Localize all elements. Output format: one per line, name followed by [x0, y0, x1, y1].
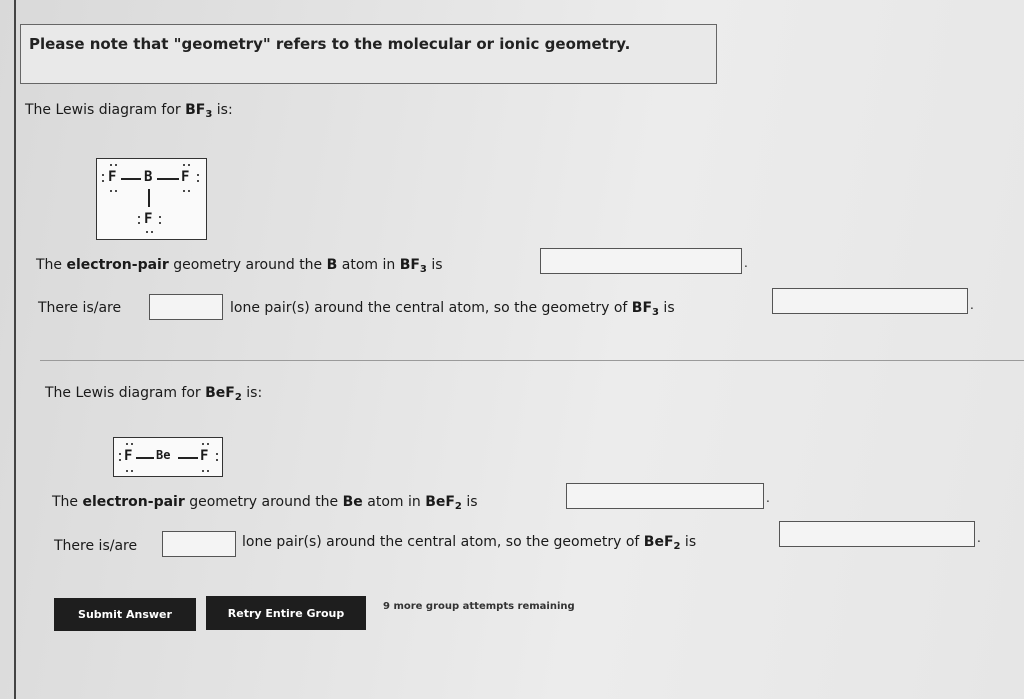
q2-formula: BeF	[205, 385, 235, 401]
q1-lp-mid: lone pair(s) around the central atom, so the geometry of	[230, 300, 632, 316]
q1-dot	[102, 174, 104, 176]
q1-dot	[183, 190, 185, 192]
left-border	[14, 0, 16, 699]
q2-ep-mid2: atom in	[362, 494, 426, 510]
q2-dot	[131, 470, 133, 472]
note-box	[20, 24, 717, 84]
q1-lewis-intro	[25, 102, 233, 120]
section-divider	[40, 360, 1024, 361]
q1-dot	[146, 231, 148, 233]
q1-ep-suffix: is	[426, 257, 443, 273]
q1-electron-pair-text	[36, 257, 443, 275]
q1-dot	[197, 174, 199, 176]
q1-dot	[138, 222, 140, 224]
q2-geom-period: .	[977, 531, 981, 545]
q1-dot	[151, 231, 153, 233]
q1-lp-formula-sub: 3	[652, 307, 659, 318]
q1-atom-f-right: F	[181, 169, 190, 185]
q1-formula-sub: 3	[205, 109, 213, 120]
q2-lp-formula-sub: 2	[673, 541, 681, 552]
q1-electron-pair-input[interactable]	[540, 248, 742, 274]
q1-geom-period: .	[970, 298, 974, 312]
q2-lewis-intro-prefix: The Lewis diagram for	[45, 385, 206, 401]
q2-lone-pair-input[interactable]	[162, 531, 236, 557]
q2-dot	[207, 470, 209, 472]
q2-dot	[216, 459, 218, 461]
q2-lewis-intro-suffix: is:	[241, 385, 263, 401]
q2-bond-right	[178, 457, 198, 459]
q2-ep-atom: Be	[342, 494, 363, 510]
attempts-remaining-text: 9 more group attempts remaining	[383, 601, 575, 612]
q2-dot	[126, 470, 128, 472]
q2-dot	[119, 459, 121, 461]
q2-ep-bold: electron-pair	[82, 494, 185, 510]
submit-answer-button[interactable]: Submit Answer	[54, 598, 196, 631]
q1-ep-formula-sub: 3	[419, 264, 427, 275]
q2-lewis-diagram	[113, 437, 223, 477]
q2-ep-prefix: The	[52, 494, 83, 510]
q2-electron-pair-input[interactable]	[566, 483, 764, 509]
q1-lone-pair-input[interactable]	[149, 294, 223, 320]
q2-ep-formula: BeF	[425, 494, 455, 510]
q2-bond-left	[136, 457, 154, 459]
q2-atom-f-right: F	[200, 448, 209, 464]
q2-ep-suffix: is	[461, 494, 478, 510]
q2-ep-formula-sub: 2	[454, 501, 462, 512]
q1-lewis-intro-suffix: is:	[212, 102, 233, 118]
q1-lewis-intro-prefix: The Lewis diagram for	[25, 102, 186, 118]
q1-ep-atom: B	[326, 257, 338, 273]
q1-dot	[138, 216, 140, 218]
q1-formula: BF	[185, 102, 206, 118]
q1-atom-f-bottom: F	[144, 211, 153, 227]
q2-formula-sub: 2	[234, 392, 242, 403]
q1-dot	[188, 164, 190, 166]
q2-geometry-input[interactable]	[779, 521, 975, 547]
q1-dot	[159, 216, 161, 218]
q1-dot	[110, 164, 112, 166]
q1-dot	[197, 180, 199, 182]
q1-dot	[183, 164, 185, 166]
q2-lewis-intro	[45, 385, 262, 403]
q2-lp-mid: lone pair(s) around the central atom, so the geometry of	[242, 534, 644, 550]
q1-bond-left	[121, 178, 141, 180]
q1-dot	[115, 190, 117, 192]
q2-dot	[126, 443, 128, 445]
note-text: Please note that "geometry" refers to the molecular or ionic geometry.	[29, 35, 631, 53]
q1-ep-mid2: atom in	[337, 257, 400, 273]
q1-lp-formula: BF	[631, 300, 653, 316]
q2-atom-be: Be	[156, 448, 171, 462]
q2-lp-formula: BeF	[643, 534, 674, 550]
q1-lp-suffix: is	[658, 300, 675, 316]
q1-dot	[188, 190, 190, 192]
q1-bond-right	[157, 178, 179, 180]
q2-lp-prefix: There is/are	[54, 538, 138, 554]
q2-electron-pair-text	[52, 494, 478, 512]
q2-dot	[216, 453, 218, 455]
q2-atom-f-left: F	[124, 448, 133, 464]
q2-lp-suffix: is	[680, 534, 697, 550]
q1-ep-mid: geometry around the	[168, 257, 327, 273]
q1-dot	[115, 164, 117, 166]
q1-lp-prefix: There is/are	[38, 300, 122, 316]
q1-dot	[110, 190, 112, 192]
q1-atom-b: B	[144, 169, 153, 185]
q2-dot	[202, 470, 204, 472]
retry-entire-group-button[interactable]: Retry Entire Group	[206, 596, 366, 630]
q2-ep-mid: geometry around the	[184, 494, 343, 510]
q2-dot	[202, 443, 204, 445]
q1-geometry-input[interactable]	[772, 288, 968, 314]
q1-ep-bold: electron-pair	[66, 257, 169, 273]
q1-dot	[102, 180, 104, 182]
q1-lp-text	[230, 300, 675, 318]
q2-dot	[207, 443, 209, 445]
q1-lewis-diagram	[96, 158, 207, 240]
q1-bond-down	[148, 189, 150, 207]
q2-lp-text	[242, 534, 696, 552]
q1-ep-formula: BF	[399, 257, 420, 273]
q1-dot	[159, 222, 161, 224]
q1-ep-period: .	[744, 256, 748, 270]
q2-dot	[119, 453, 121, 455]
q2-ep-period: .	[766, 491, 770, 505]
q1-atom-f-left: F	[108, 169, 117, 185]
q1-ep-prefix: The	[36, 257, 67, 273]
q2-dot	[131, 443, 133, 445]
